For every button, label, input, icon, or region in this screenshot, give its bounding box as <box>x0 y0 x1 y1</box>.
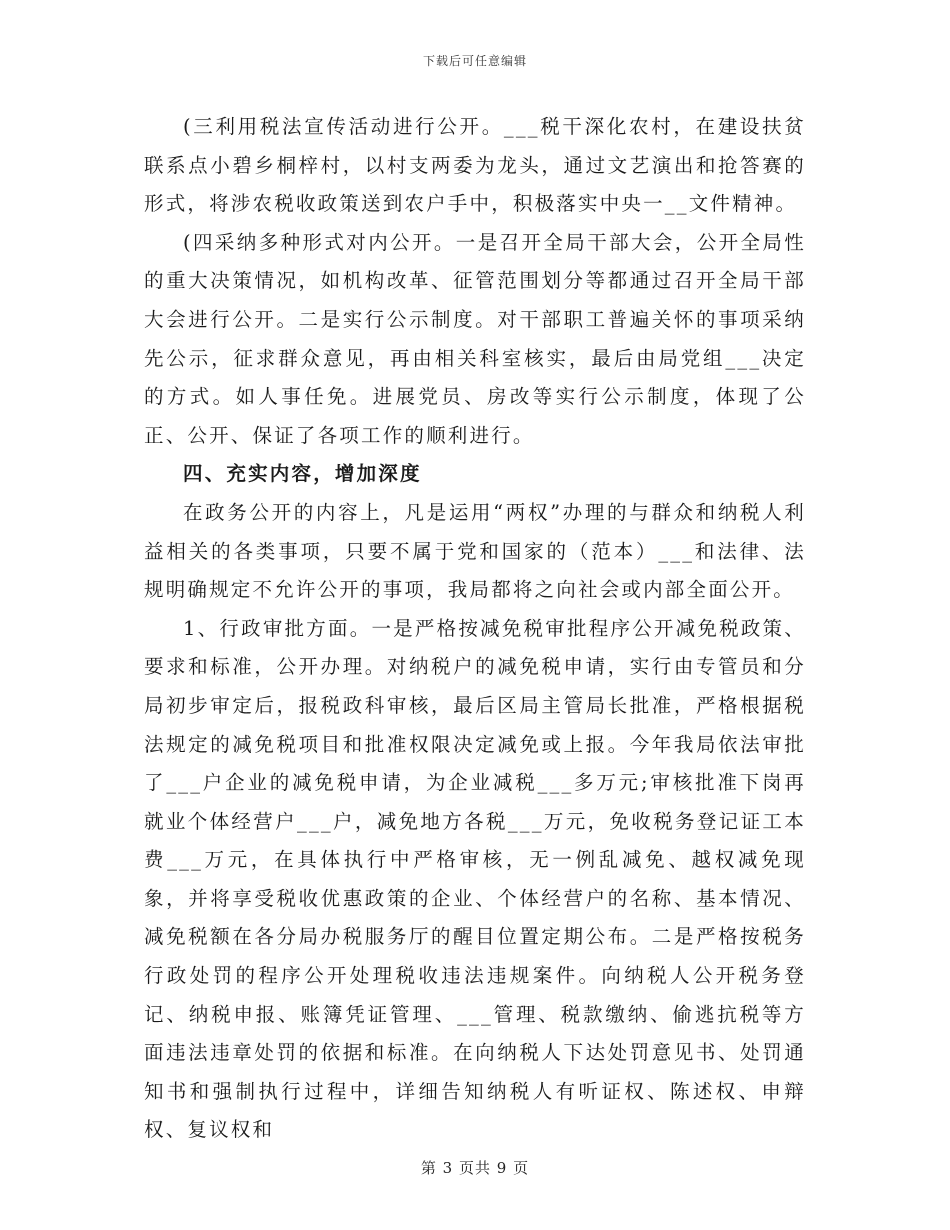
paragraph-internal-disclosure: (四采纳多种形式对内公开。一是召开全局干部大会，公开全局性的重大决策情况，如机构改革、征管范围划分等都通过召开全局干部大会进行公开。二是实行公示制度。对干部职工普遍关怀的事项采纳先公示，征求群众意见，再由相关科室核实，最后由局党组___决定的方式。如人事任免。进展党员、房改等实行公示制度，体现了公正、公开、保证了各项工作的顺利进行。 <box>144 230 806 447</box>
paragraph-publicity-disclosure: (三利用税法宣传活动进行公开。___税干深化农村，在建设扶贫联系点小碧乡桐梓村，以村支两委为龙头，通过文艺演出和抢答赛的形式，将涉农税收政策送到农户手中，积极落实中央一__文件精神。 <box>144 115 806 216</box>
page-footer: 第 3 页共 9 页 <box>420 1159 530 1177</box>
document-body <box>144 108 806 1150</box>
paragraph-content-scope: 在政务公开的内容上，凡是运用“两权”办理的与群众和纳税人利益相关的各类事项，只要不属于党和国家的（范本）___和法律、法规明确规定不允许公开的事项，我局都将之向社会或内部全面公开。 <box>144 500 806 602</box>
paragraph-administrative-approval: 1、行政审批方面。一是严格按减免税审批程序公开减免税政策、要求和标准，公开办理。对纳税户的减免税申请，实行由专管员和分局初步审定后，报税政科审核，最后区局主管局长批准，严格根据税法规定的减免税项目和批准权限决定减免或上报。今年我局依法审批了___户企业的减免税申请，为企业减税___多万元;审核批准下岗再就业个体经营户___户，减免地方各税___万元，免收税务登记证工本费___万元，在具体执行中严格审核，无一例乱减免、越权减免现象，并将享受税收优惠政策的企业、个体经营户的名称、基本情况、减免税额在各分局办税服务厅的醒目位置定期公布。二是严格按税务行政处罚的程序公开处理税收违法违规案件。向纳税人公开税务登记、纳税申报、账簿凭证管理、___管理、税款缴纳、偷逃抗税等方面违法违章处罚的依据和标准。在向纳税人下达处罚意见书、处罚通知书和强制执行过程中，详细告知纳税人有听证权、陈述权、申辩权、复议权和 <box>144 616 806 1142</box>
section-heading-4: 四、充实内容，增加深度 <box>183 462 422 486</box>
page-header: 下载后可任意编辑 <box>422 54 527 68</box>
